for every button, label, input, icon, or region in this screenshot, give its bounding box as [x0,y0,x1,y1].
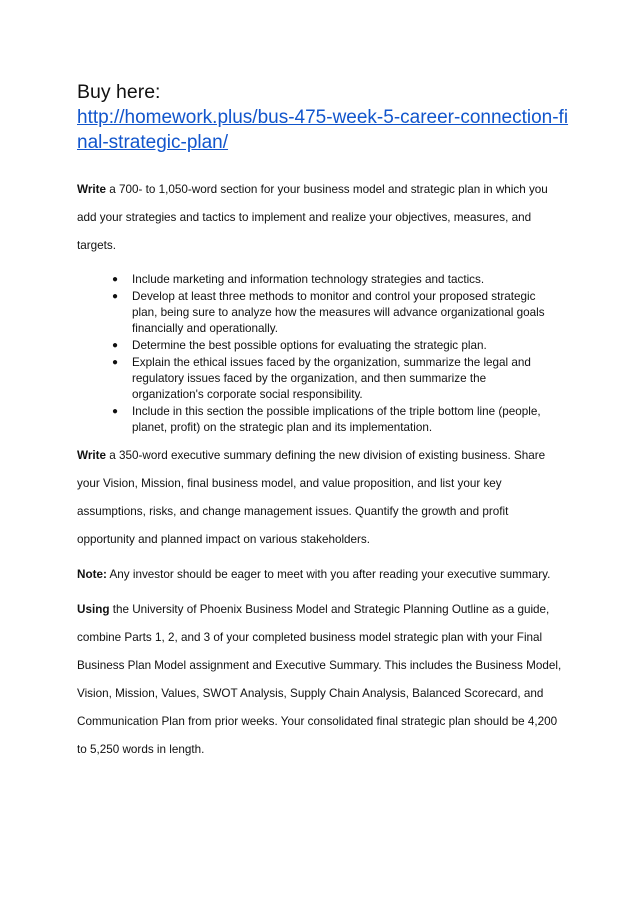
paragraph-note [77,561,567,589]
list-item-text: Develop at least three methods to monitor and control your proposed strategic plan, being sure to analyze how the measures will advance organizational goals financially and operationally. [132,290,545,335]
paragraph-executive-summary [77,442,567,554]
list-item-text: Include in this section the possible implications of the triple bottom line (people, planet, profit) on the strategic plan and its implementation. [132,405,541,434]
paragraph-text: the University of Phoenix Business Model and Strategic Planning Outline as a guide, combine Parts 1, 2, and 3 of your completed business model strategic plan with your Final Business Plan Model assignment and Executive Summary. This includes the Business Model, Vision, Mission, Values, SWOT Analysis, Supply Chain Analysis, Balanced Scorecard, and Communication Plan from prior weeks. Your consolidated final strategic plan should be 4,200 to 5,250 words in length. [77,603,562,756]
list-item [112,355,550,403]
bullet-icon: ● [112,357,119,368]
paragraph-lead: Write [77,183,107,196]
list-item [112,289,550,337]
bullet-icon: ● [112,274,119,285]
paragraph-lead: Using [77,603,110,616]
bullet-icon: ● [112,291,119,302]
list-item [112,272,550,288]
requirements-list [77,272,567,436]
list-item-text: Determine the best possible options for evaluating the strategic plan. [132,339,487,352]
paragraph-lead: Write [77,449,107,462]
paragraph-lead: Note: [77,568,107,581]
paragraph-text: a 700- to 1,050-word section for your business model and strategic plan in which you add your strategies and tactics to implement and realize your objectives, measures, and targets. [77,183,548,252]
paragraph-write-section [77,176,567,260]
buy-here-label: Buy here: [77,81,161,103]
list-item [112,338,550,354]
list-item-text: Explain the ethical issues faced by the organization, summarize the legal and regulatory issues faced by the organization, and then summarize the organization's corporate social responsibility. [132,356,531,401]
product-link[interactable]: http://homework.plus/bus-475-week-5-career-connection-final-strategic-plan/ [77,107,569,153]
list-item [112,404,550,436]
paragraph-text: Any investor should be eager to meet with you after reading your executive summary. [106,568,551,581]
bullet-icon: ● [112,340,119,351]
paragraph-text: a 350-word executive summary defining the new division of existing business. Share your Vision, Mission, final business model, and value proposition, and list your key assumptions, risks, and change management issues. Quantify the growth and profit opportunity and planned impact on various stakeholders. [77,449,546,546]
paragraph-using-outline [77,596,567,764]
bullet-icon: ● [112,406,119,417]
list-item-text: Include marketing and information technology strategies and tactics. [132,273,485,286]
document-content [77,80,567,764]
